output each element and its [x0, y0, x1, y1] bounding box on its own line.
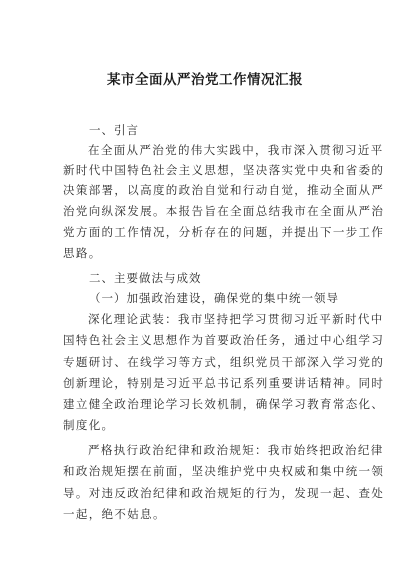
paragraph-line: 和政治规矩摆在前面，坚决维护党中央权威和集中统一领	[63, 464, 385, 478]
paragraph-line: 治党向纵深发展。本报告旨在全面总结我市在全面从严治	[63, 204, 385, 218]
paragraph-line: 严格执行政治纪律和政治规矩：我市始终把政治纪律	[88, 443, 384, 457]
paragraph-line: 制度化。	[63, 418, 115, 432]
paragraph-line: 深化理论武装：我市坚持把学习贯彻习近平新时代中	[88, 312, 384, 326]
paragraph-line: 思路。	[63, 246, 102, 260]
paragraph-line: 专题研讨、在线学习等方式，组织党员干部深入学习党的	[63, 355, 385, 369]
paragraph-line: 新时代中国特色社会主义思想，坚决落实党中央和省委的	[63, 163, 385, 177]
paragraph-line: 导。对违反政治纪律和政治规矩的行为，发现一起、查处	[63, 486, 385, 500]
paragraph-line: 一起，绝不姑息。	[63, 507, 166, 521]
subsection-heading-political-building: （一）加强政治建设，确保党的集中统一领导	[89, 291, 339, 305]
paragraph-line: 党方面的工作情况，分析存在的问题，并提出下一步工作	[63, 225, 385, 239]
section-heading-main-practices: 二、主要做法与成效	[89, 271, 202, 285]
paragraph-line: 国特色社会主义思想作为首要政治任务，通过中心组学习	[63, 333, 385, 347]
document-title: 某市全面从严治党工作情况汇报	[107, 72, 303, 88]
paragraph-line: 创新理论，特别是习近平总书记系列重要讲话精神。同时	[63, 376, 385, 390]
paragraph-line: 建立健全政治理论学习长效机制，确保学习教育常态化、	[63, 397, 385, 411]
section-heading-introduction: 一、引言	[89, 123, 139, 137]
paragraph-line: 在全面从严治党的伟大实践中，我市深入贯彻习近平	[88, 143, 384, 157]
paragraph-line: 决策部署，以高度的政治自觉和行动自觉，推动全面从严	[63, 183, 385, 197]
